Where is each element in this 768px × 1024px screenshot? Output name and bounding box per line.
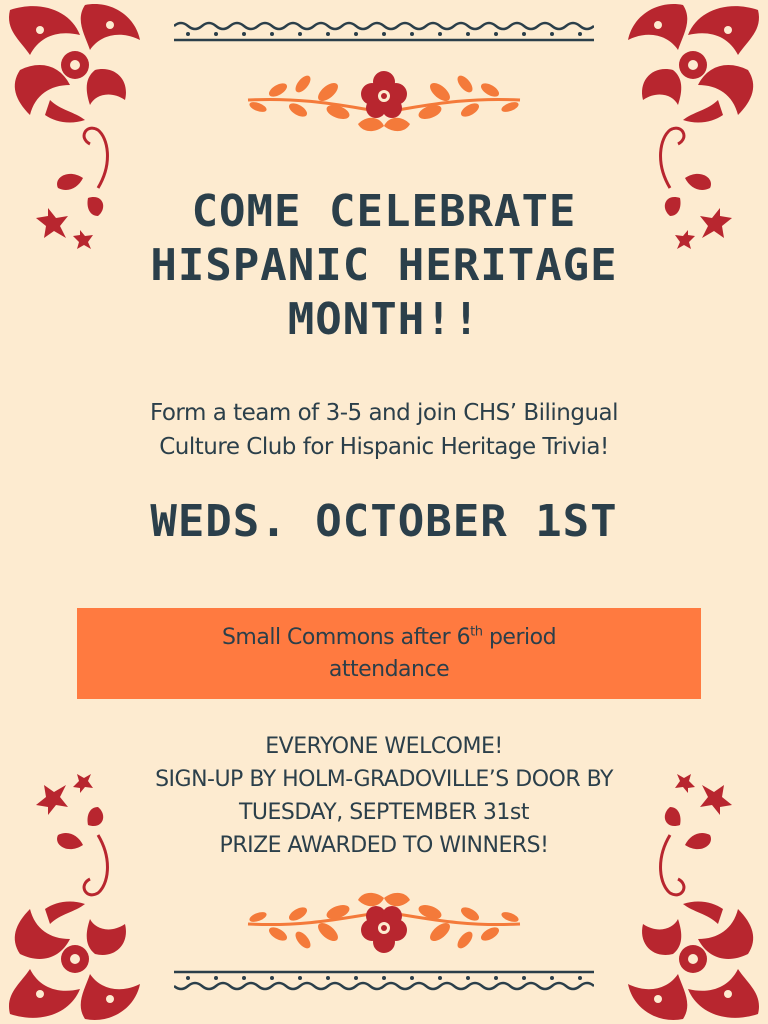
floral-corner-icon <box>0 894 150 1024</box>
location-text: Small Commons after 6 <box>221 625 471 650</box>
event-info <box>0 730 768 862</box>
location-line-2: attendance <box>328 657 450 682</box>
floral-corner-icon <box>0 0 150 130</box>
flower-garland-icon <box>238 882 530 962</box>
floral-corner-icon <box>618 894 768 1024</box>
floral-corner-icon <box>618 0 768 130</box>
info-line-2: SIGN-UP BY HOLM-GRADOVILLE’S DOOR BY <box>155 767 613 792</box>
description-line-1: Form a team of 3-5 and join CHS’ Bilingual <box>149 400 619 426</box>
info-line-3: TUESDAY, SEPTEMBER 31st <box>238 800 530 825</box>
event-date: WEDS. OCTOBER 1ST <box>150 496 618 547</box>
event-description <box>0 396 768 464</box>
info-line-1: EVERYONE WELCOME! <box>265 734 503 759</box>
info-line-4: PRIZE AWARDED TO WINNERS! <box>219 833 549 858</box>
location-ordinal: th <box>470 624 483 640</box>
headline-line-2: HISPANIC HERITAGE <box>150 240 618 291</box>
location-text-end: period <box>482 625 557 650</box>
headline-line-3: MONTH!! <box>287 294 481 345</box>
wave-border-icon <box>174 20 594 44</box>
description-line-2: Culture Club for Hispanic Heritage Trivia! <box>159 434 609 460</box>
headline-line-1: COME CELEBRATE <box>191 186 577 237</box>
flower-garland-icon <box>238 62 530 142</box>
wave-border-icon <box>174 968 594 992</box>
location-banner <box>77 608 701 699</box>
headline <box>0 185 768 347</box>
location-line-1 <box>77 622 701 654</box>
